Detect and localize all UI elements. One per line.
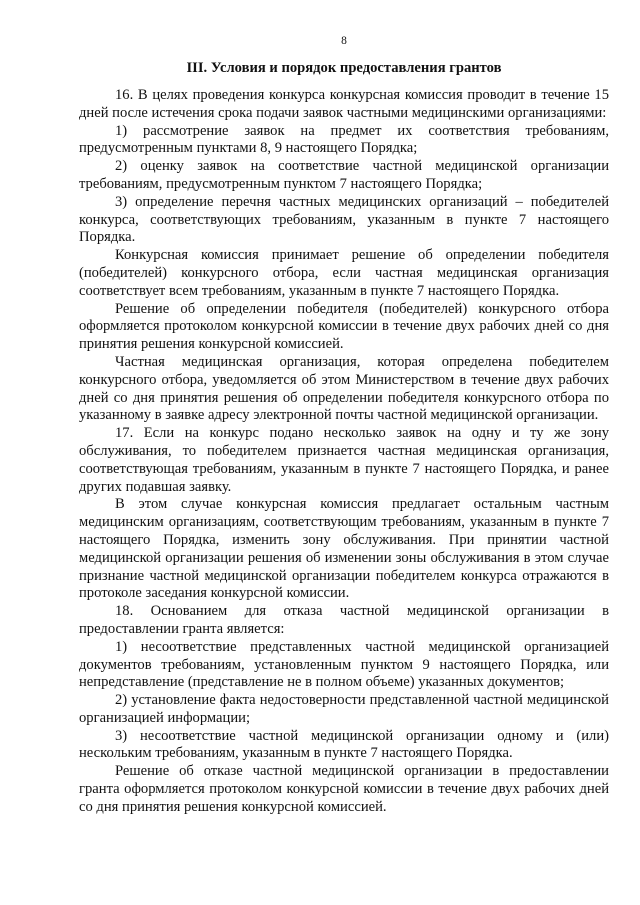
paragraph-decision-protocol: Решение об определении победителя (победителей) конкурсного отбора оформляется протоколом конкурсной комиссии в течение двух рабочих дней со дня принятия решения конкурсной комиссией. bbox=[79, 300, 609, 353]
paragraph-17-zone-change: В этом случае конкурсная комиссия предлагает остальным частным медицинским организациям, соответствующим требованиям, указанным в пункте 7 настоящего Порядка, изменить зону обслуживания. При принятии частной медицинской организации решения об изменении зоны обслуживания в этом случае признание частной медицинской организации победителем конкурса отражаются в протоколе заседания конкурсной комиссии. bbox=[79, 496, 609, 602]
paragraph-17: 17. Если на конкурс подано несколько заявок на одну и ту же зону обслуживания, то победителем признается частная медицинская организация, соответствующая требованиям, указанным в пункте 7 настоящего Порядка, и ранее других подавшая заявку. bbox=[79, 425, 609, 495]
paragraph-winner-notification: Частная медицинская организация, которая определена победителем конкурсного отбора, уведомляется об этом Министерством в течение двух рабочих дней со дня принятия решения об определении победителя конкурсного отбора по указанному в заявке адресу электронной почты частной медицинской организации. bbox=[79, 353, 609, 424]
paragraph-18-item-2: 2) установление факта недостоверности представленной частной медицинской организацией информации; bbox=[79, 692, 609, 726]
paragraph-18-item-1: 1) несоответствие представленных частной медицинской организацией документов требованиям, установленным пунктом 9 настоящего Порядка, или непредставление (представление не в полном объеме) указанных документов; bbox=[79, 638, 609, 691]
page-number: 8 bbox=[341, 35, 347, 47]
paragraph-16-item-1: 1) рассмотрение заявок на предмет их соответствия требованиям, предусмотренным пунктами 8, 9 настоящего Порядка; bbox=[79, 122, 609, 157]
paragraph-18-intro: 18. Основанием для отказа частной медицинской организации в предоставлении гранта является: bbox=[79, 603, 609, 637]
paragraph-commission-decision: Конкурсная комиссия принимает решение об определении победителя (победителей) конкурсного отбора, если частная медицинская организация соответствует всем требованиям, указанным в пункте 7 настоящего Порядка. bbox=[79, 247, 609, 299]
paragraph-16-intro: 16. В целях проведения конкурса конкурсная комиссия проводит в течение 15 дней после истечения срока подачи заявок частными медицинскими организациями: bbox=[79, 87, 609, 121]
document-page bbox=[79, 34, 609, 817]
paragraph-refusal-protocol: Решение об отказе частной медицинской организации в предоставлении гранта оформляется протоколом конкурсной комиссии в течение двух рабочих дней со дня принятия решения конкурсной комиссией. bbox=[79, 763, 609, 815]
paragraph-16-item-3: 3) определение перечня частных медицинских организаций – победителей конкурса, соответствующих требованиям, указанным в пункте 7 настоящего Порядка. bbox=[79, 193, 609, 246]
paragraph-18-item-3: 3) несоответствие частной медицинской организации одному и (или) нескольким требованиям, указанным в пункте 7 настоящего Порядка. bbox=[79, 727, 609, 762]
section-title: III. Условия и порядок предоставления грантов bbox=[186, 60, 502, 76]
paragraph-16-item-2: 2) оценку заявок на соответствие частной медицинской организации требованиям, предусмотренным пунктом 7 настоящего Порядка; bbox=[79, 158, 609, 192]
